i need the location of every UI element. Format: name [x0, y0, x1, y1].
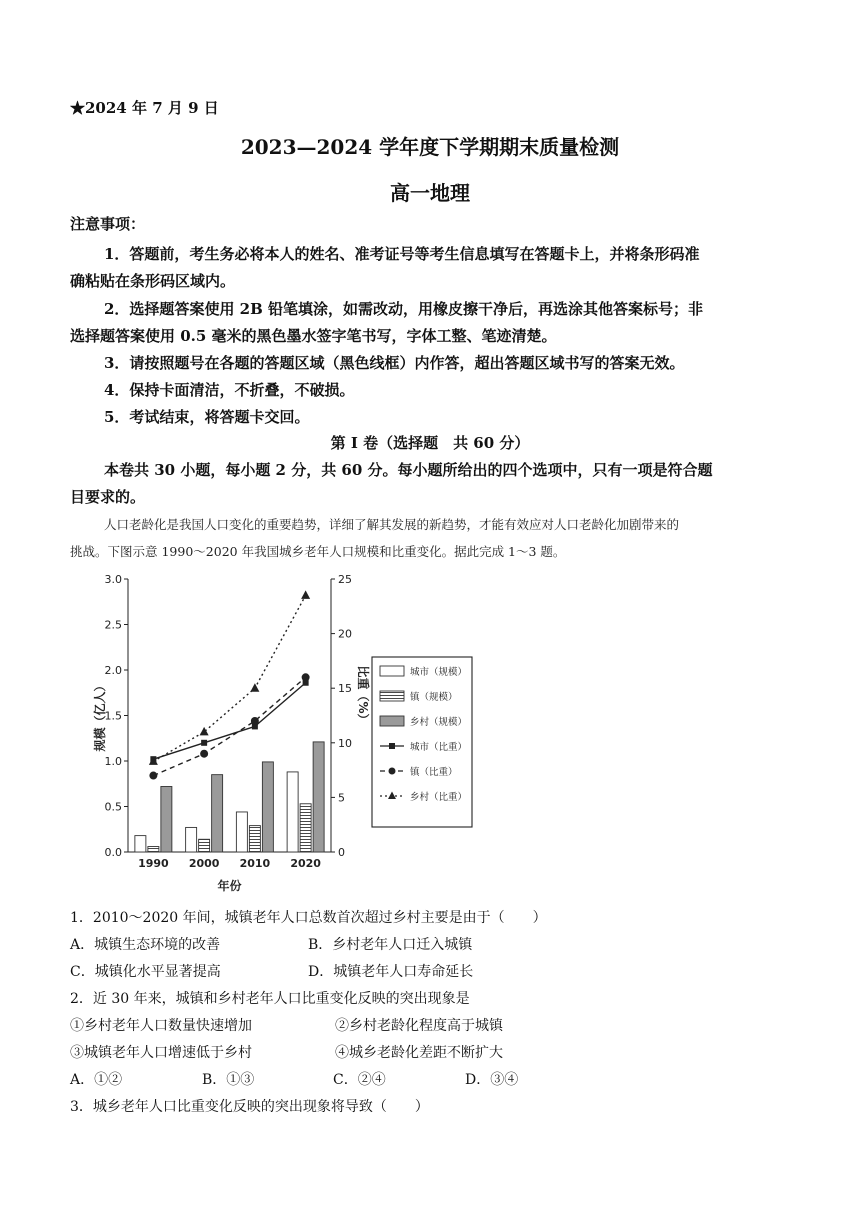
bar [313, 742, 324, 852]
legend-label: 镇（比重） [410, 767, 458, 778]
y-tick-label: 3.0 [104, 573, 122, 586]
series-line [153, 595, 305, 761]
legend-swatch [380, 691, 404, 701]
y2-tick-label: 5 [338, 791, 345, 805]
y-tick-label: 2.0 [104, 664, 122, 677]
y2-tick-label: 0 [338, 846, 345, 859]
section-desc: 本卷共 30 小题，每小题 2 分，共 60 分。每小题所给出的四个选项中，只有一项是符合题 [104, 461, 713, 479]
question-1: 1．2010～2020 年间，城镇老年人口总数首次超过乡村主要是由于（ ） [70, 910, 547, 926]
y-tick-label: 2.5 [104, 618, 122, 632]
question-1-option-b: B．乡村老年人口迁入城镇 [308, 937, 473, 953]
legend-swatch [380, 716, 404, 726]
question-1-option-a: A．城镇生态环境的改善 [70, 937, 221, 953]
y2-tick-label: 20 [338, 627, 352, 641]
y2-axis-title: 比重（%） [356, 665, 370, 726]
question-2: 2．近 30 年来，城镇和乡村老年人口比重变化反映的突出现象是 [70, 991, 470, 1007]
bar [287, 772, 298, 852]
bar [262, 762, 273, 852]
point-triangle [200, 727, 209, 736]
point-circle [251, 717, 259, 725]
question-2-statement-3: ③城镇老年人口增速低于乡村 [70, 1045, 252, 1061]
y-tick-label: 1.5 [104, 709, 122, 723]
bar [199, 839, 210, 852]
legend-marker [389, 768, 396, 775]
bar [148, 847, 159, 852]
intro-text: 人口老龄化是我国人口变化的重要趋势，详细了解其发展的新趋势，才能有效应对人口老龄化加剧带来的 [104, 517, 680, 532]
legend-marker [389, 743, 395, 749]
point-circle [200, 750, 208, 758]
point-circle [149, 772, 157, 780]
y-tick-label: 0.0 [104, 846, 122, 859]
notice-line: 4．保持卡面清洁，不折叠，不破损。 [104, 381, 355, 399]
legend-label: 乡村（比重） [410, 792, 468, 803]
exam-date: ★2024 年 7 月 9 日 [70, 99, 219, 117]
y2-tick-label: 15 [338, 682, 352, 696]
x-tick-label: 2010 [239, 857, 271, 870]
question-3: 3．城乡老年人口比重变化反映的突出现象将导致（ ） [70, 1099, 429, 1115]
question-1-option-c: C．城镇化水平显著提高 [70, 964, 221, 980]
section-desc: 目要求的。 [70, 488, 146, 506]
question-2-statement-1: ①乡村老年人口数量快速增加 [70, 1018, 252, 1034]
intro-text: 挑战。下图示意 1990～2020 年我国城乡老年人口规模和比重变化。据此完成 1～3 题。 [70, 544, 566, 559]
legend-swatch [380, 666, 404, 676]
bar [135, 836, 146, 852]
bar [300, 804, 311, 852]
question-2-statement-2: ②乡村老龄化程度高于城镇 [335, 1018, 503, 1034]
point-circle [302, 673, 310, 681]
notice-line: 2．选择题答案使用 2B 铅笔填涂，如需改动，用橡皮擦干净后，再选涂其他答案标号；非 [104, 300, 704, 318]
y-tick-label: 1.0 [104, 755, 122, 768]
legend-label: 城市（比重） [410, 742, 468, 753]
point-square [201, 740, 207, 746]
x-tick-label: 1990 [138, 857, 169, 870]
y-axis-title: 规模（亿人） [93, 679, 107, 752]
notice-line: 选择题答案使用 0.5 毫米的黑色墨水签字笔书写，字体工整、笔迹清楚。 [70, 327, 557, 345]
section-title: 第 I 卷（选择题 共 60 分） [330, 434, 530, 452]
bar [212, 775, 223, 852]
legend-label: 镇（规模） [410, 692, 458, 703]
legend-label: 城市（规模） [410, 667, 468, 678]
question-2-option-c: C．②④ [333, 1072, 386, 1088]
exam-subject: 高一地理 [390, 181, 470, 205]
question-2-option-a: A．①② [70, 1072, 123, 1088]
y-tick-label: 0.5 [104, 800, 122, 814]
bar [249, 826, 260, 852]
bar [186, 827, 197, 852]
x-tick-label: 2000 [188, 857, 220, 870]
question-2-statement-4: ④城乡老龄化差距不断扩大 [335, 1045, 503, 1061]
point-triangle [301, 590, 310, 599]
legend-label: 乡村（规模） [410, 717, 468, 728]
bar [161, 786, 172, 852]
question-2-option-d: D．③④ [465, 1072, 519, 1088]
x-tick-label: 2020 [290, 857, 321, 870]
exam-title: 2023—2024 学年度下学期期末质量检测 [240, 135, 620, 159]
notice-heading: 注意事项： [70, 215, 146, 233]
y2-tick-label: 10 [338, 736, 352, 750]
notice-line: 确粘贴在条形码区域内。 [70, 272, 236, 290]
x-axis-title: 年份 [217, 879, 242, 893]
question-1-option-d: D．城镇老年人口寿命延长 [308, 964, 474, 980]
series-line [153, 677, 305, 775]
y2-tick-label: 25 [338, 573, 352, 586]
notice-line: 1．答题前，考生务必将本人的姓名、准考证号等考生信息填写在答题卡上，并将条形码准 [104, 245, 700, 263]
population-chart [90, 565, 510, 905]
notice-line: 3．请按照题号在各题的答题区域（黑色线框）内作答，超出答题区域书写的答案无效。 [104, 354, 685, 372]
bar [236, 812, 247, 852]
point-triangle [250, 683, 259, 692]
question-2-option-b: B．①③ [202, 1072, 255, 1088]
notice-line: 5．考试结束，将答题卡交回。 [104, 408, 310, 426]
